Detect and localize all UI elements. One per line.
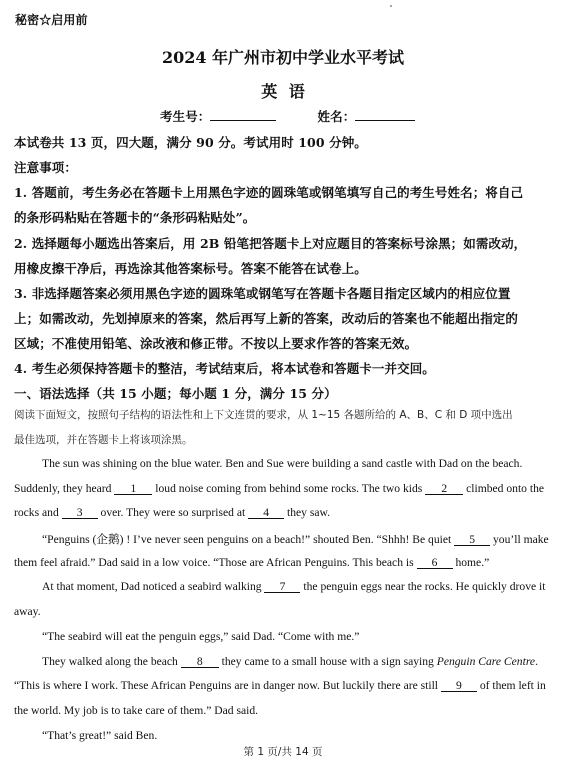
passage-line: “This is where I work. These African Penguins are in danger now. But luckily there are still 9 of them left in: [14, 679, 546, 692]
instruction-line: 阅读下面短文，按照句子结构的语法性和上下文连贯的要求，从 1~15 各题所给的 A、B、C 和 D 项中选出: [14, 409, 513, 421]
note-line: 的条形码粘贴在答题卡的“条形码粘贴处”。: [14, 210, 256, 225]
blank-2: 2: [425, 483, 463, 495]
note-line: 2. 选择题每小题选出答案后，用 2B 铅笔把答题卡上对应题目的答案标号涂黑；如需改动，: [14, 236, 527, 251]
passage-line: They walked along the beach 8 they came to a small house with a sign saying Penguin Care Centre.: [42, 655, 538, 668]
blank-8: 8: [181, 656, 219, 668]
passage-line: away.: [14, 605, 41, 618]
passage-line: “Penguins (企鹅) ! I’ve never seen penguins on a beach!” shouted Ben. “Shhh! Be quiet 5 you’ll make: [42, 533, 549, 546]
paper-intro: 本试卷共 13 页，四大题，满分 90 分。考试用时 100 分钟。: [14, 135, 367, 150]
passage-line: The sun was shining on the blue water. Ben and Sue were building a sand castle with Dad on the beach.: [42, 457, 523, 470]
passage-line: the world. My job is to take care of them.” Dad said.: [14, 704, 259, 717]
section-title: 一、语法选择（共 15 小题；每小题 1 分，满分 15 分）: [14, 386, 337, 401]
candidate-info: [160, 106, 415, 125]
blank-6: 6: [417, 557, 453, 569]
passage-line: rocks and 3 over. They were so surprised at 4 they saw.: [14, 506, 331, 519]
subject-title: 英 语: [261, 82, 305, 101]
passage-line: “The seabird will eat the penguin eggs,” said Dad. “Come with me.”: [42, 630, 360, 643]
blank-9: 9: [441, 680, 477, 692]
passage-line: At that moment, Dad noticed a seabird walking 7 the penguin eggs near the rocks. He quickly drove it: [42, 580, 546, 593]
passage-line: them feel afraid.” Dad said in a low voice. “Those are African Penguins. This beach is 6 home.”: [14, 556, 490, 569]
scan-speck: [390, 5, 392, 7]
note-line: 区域；不准使用铅笔、涂改液和修正带。不按以上要求作答的答案无效。: [14, 336, 418, 351]
name-label: 姓名：: [317, 109, 356, 124]
candidate-no-label: 考生号：: [160, 109, 211, 124]
note-line: 4. 考生必须保持答题卡的整洁，考试结束后，将本试卷和答题卡一并交回。: [14, 361, 435, 376]
passage-line: Suddenly, they heard 1 loud noise coming from behind some rocks. The two kids 2 climbed onto the: [14, 482, 545, 495]
passage-line: “That’s great!” said Ben.: [42, 729, 158, 742]
blank-7: 7: [264, 581, 300, 593]
blank-5: 5: [454, 534, 490, 546]
name-field[interactable]: [355, 109, 415, 121]
note-line: 3. 非选择题答案必须用黑色字迹的圆珠笔或钢笔写在答题卡各题目指定区域内的相应位置: [14, 286, 511, 301]
blank-1: 1: [114, 483, 152, 495]
note-line: 用橡皮擦干净后，再选涂其他答案标号。答案不能答在试卷上。: [14, 261, 367, 276]
blank-3: 3: [62, 507, 98, 519]
candidate-no-field[interactable]: [210, 109, 276, 121]
confidential-label: 秘密☆启用前: [15, 13, 88, 27]
notes-title: 注意事项：: [14, 160, 78, 175]
page-footer: 第 1 页/共 14 页: [243, 746, 323, 758]
note-line: 1. 答题前，考生务必在答题卡上用黑色字迹的圆珠笔或钢笔填写自己的考生号姓名；将自己: [14, 185, 524, 200]
exam-title: 2024 年广州市初中学业水平考试: [161, 48, 405, 67]
note-line: 上；如需改动，先划掉原来的答案，然后再写上新的答案，改动后的答案也不能超出指定的: [14, 311, 519, 326]
blank-4: 4: [248, 507, 284, 519]
instruction-line: 最佳选项，并在答题卡上将该项涂黑。: [14, 434, 193, 446]
